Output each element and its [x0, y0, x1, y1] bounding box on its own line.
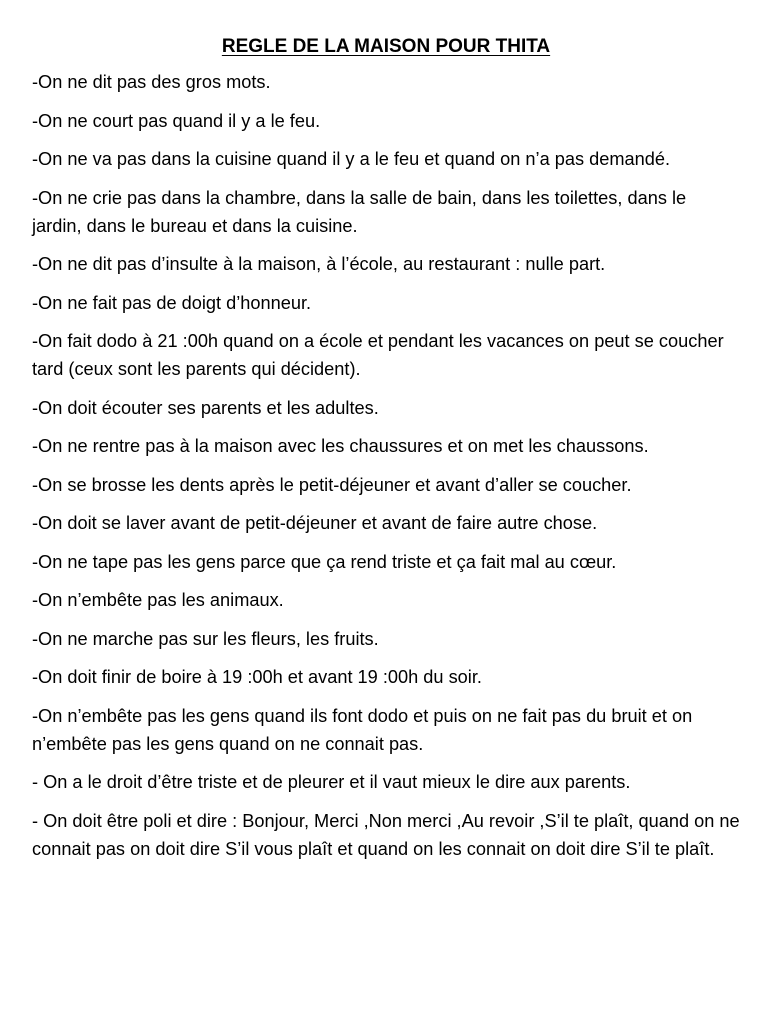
rule-item: -On ne court pas quand il y a le feu.	[32, 110, 321, 131]
rule-item: -On doit finir de boire à 19 :00h et avant 19 :00h du soir.	[32, 667, 482, 687]
rule-item: -On doit écouter ses parents et les adultes.	[32, 397, 379, 418]
rule-item: -On ne dit pas des gros mots.	[32, 72, 271, 92]
rule-item: - On a le droit d’être triste et de pleurer et il vaut mieux le dire aux parents.	[32, 772, 631, 792]
rule-item: -On fait dodo à 21 :00h quand on a école et pendant les vacances on peut se coucher tard (ceux sont les parents qui décident).	[32, 331, 724, 379]
rule-item: -On ne fait pas de doigt d’honneur.	[32, 292, 312, 313]
rule-item: -On ne marche pas sur les fleurs, les fruits.	[32, 628, 379, 649]
rule-item: - On doit être poli et dire : Bonjour, Merci ,Non merci ,Au revoir ,S’il te plaît, quand on ne connait pas on doit dire S’il vous plaît et quand on les connait on doit dire S’il te plaît.	[32, 810, 740, 859]
rule-item: -On ne rentre pas à la maison avec les chaussures et on met les chaussons.	[32, 436, 649, 456]
rule-item: -On ne tape pas les gens parce que ça rend triste et ça fait mal au cœur.	[32, 551, 617, 572]
rule-item: -On ne dit pas d’insulte à la maison, à l’école, au restaurant : nulle part.	[32, 254, 606, 274]
rules-list	[32, 68, 740, 863]
rule-item: -On ne crie pas dans la chambre, dans la salle de bain, dans les toilettes, dans le jardin, dans le bureau et dans la cuisine.	[32, 187, 687, 236]
rule-item: -On n’embête pas les gens quand ils font dodo et puis on ne fait pas du bruit et on n’embête pas les gens quand on ne connait pas.	[32, 705, 693, 754]
page-title: REGLE DE LA MAISON POUR THITA	[221, 36, 551, 57]
rule-item: -On ne va pas dans la cuisine quand il y a le feu et quand on n’a pas demandé.	[32, 149, 671, 169]
rule-item: -On doit se laver avant de petit-déjeuner et avant de faire autre chose.	[32, 513, 598, 533]
rule-item: -On se brosse les dents après le petit-déjeuner et avant d’aller se coucher.	[32, 474, 632, 495]
rule-item: -On n’embête pas les animaux.	[32, 590, 284, 610]
